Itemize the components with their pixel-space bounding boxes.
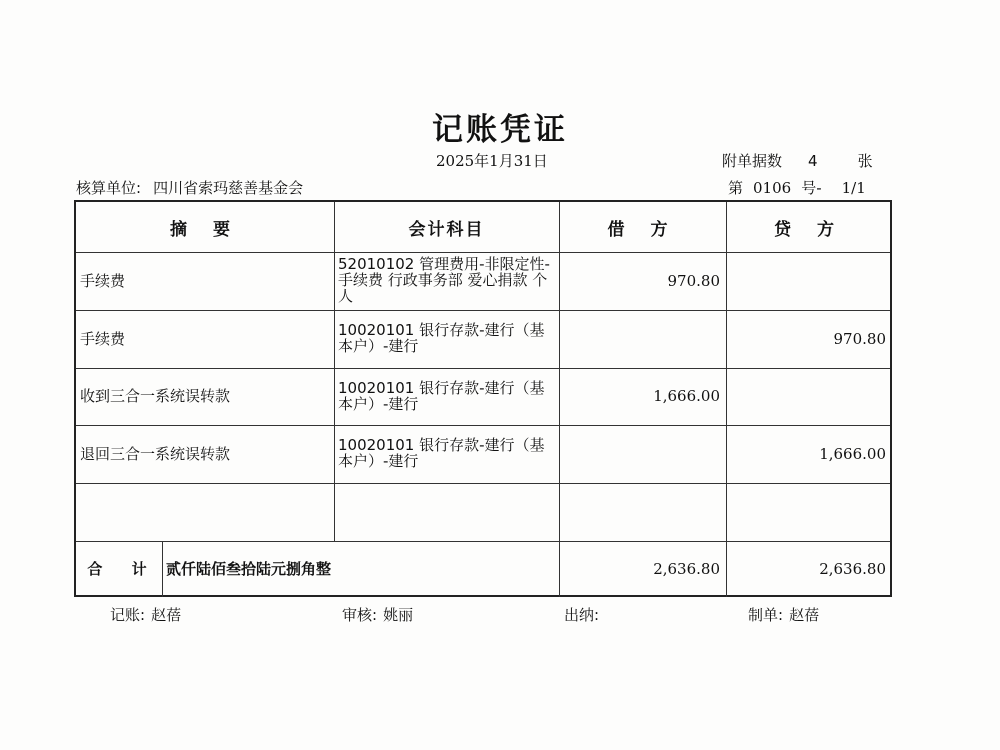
- total-debit: 2,636.80: [653, 559, 720, 578]
- header-account: 会计科目: [408, 219, 485, 240]
- total-label: 合 计: [87, 559, 159, 578]
- row-credit: [726, 252, 892, 310]
- voucher-table: [74, 200, 892, 597]
- signature-cashier: [564, 604, 605, 625]
- row-account: 52010102 管理费用-非限定性-手续费 行政事务部 爱心捐款 个人: [338, 255, 550, 305]
- reviewer-name: 姚丽: [383, 606, 414, 624]
- total-credit: 2,636.80: [819, 559, 886, 578]
- accounting-unit: [76, 177, 303, 198]
- row-credit: 1,666.00: [819, 444, 886, 463]
- row-account: 10020101 银行存款-建行（基本户）-建行: [338, 436, 545, 470]
- row-debit: 970.80: [667, 271, 720, 290]
- bookkeeper-label: 记账:: [110, 606, 146, 624]
- row-debit: 1,666.00: [653, 387, 720, 405]
- row-debit: [559, 310, 726, 368]
- row-summary: 退回三合一系统误转款: [80, 444, 231, 463]
- row-credit: [726, 483, 892, 541]
- header-summary: 摘 要: [170, 219, 240, 240]
- header-debit: 借 方: [607, 219, 678, 240]
- header-credit: 贷 方: [774, 219, 844, 240]
- attachments-count: 4: [808, 152, 818, 170]
- voucher-number-suffix: 号-: [801, 179, 822, 197]
- signature-bookkeeper: [110, 604, 181, 625]
- voucher-number-value: 0106: [753, 179, 792, 197]
- row-summary: [76, 483, 334, 541]
- row-credit: 970.80: [833, 329, 886, 348]
- reviewer-label: 审核:: [342, 606, 378, 624]
- preparer-label: 制单:: [748, 606, 784, 624]
- row-account: 10020101 银行存款-建行（基本户）-建行: [338, 321, 545, 355]
- accounting-unit-label: 核算单位:: [76, 179, 142, 197]
- preparer-name: 赵蓓: [789, 606, 820, 624]
- voucher-title: 记账凭证: [432, 112, 568, 148]
- attachments-unit: 张: [857, 152, 873, 170]
- voucher-number: [728, 177, 866, 198]
- row-credit: [726, 368, 892, 425]
- signature-reviewer: [342, 604, 413, 625]
- row-account: [334, 485, 559, 543]
- total-amount-words: 贰仟陆佰叁拾陆元捌角整: [166, 559, 332, 578]
- row-summary: 收到三合一系统误转款: [80, 387, 231, 405]
- row-summary: 手续费: [80, 271, 126, 290]
- voucher-date: 2025年1月31日: [436, 152, 548, 170]
- row-debit: [559, 483, 726, 541]
- cashier-label: 出纳:: [564, 606, 600, 624]
- attachments-label: 附单据数: [722, 152, 783, 170]
- row-summary: 手续费: [80, 329, 126, 348]
- row-account: 10020101 银行存款-建行（基本户）-建行: [338, 379, 545, 413]
- bookkeeper-name: 赵蓓: [151, 606, 182, 624]
- signature-preparer: [748, 604, 819, 625]
- row-debit: [559, 425, 726, 483]
- attachments-info: [722, 150, 873, 171]
- accounting-unit-value: 四川省索玛慈善基金会: [153, 179, 304, 197]
- voucher-number-prefix: 第: [728, 179, 744, 197]
- voucher-page: 1/1: [841, 179, 866, 197]
